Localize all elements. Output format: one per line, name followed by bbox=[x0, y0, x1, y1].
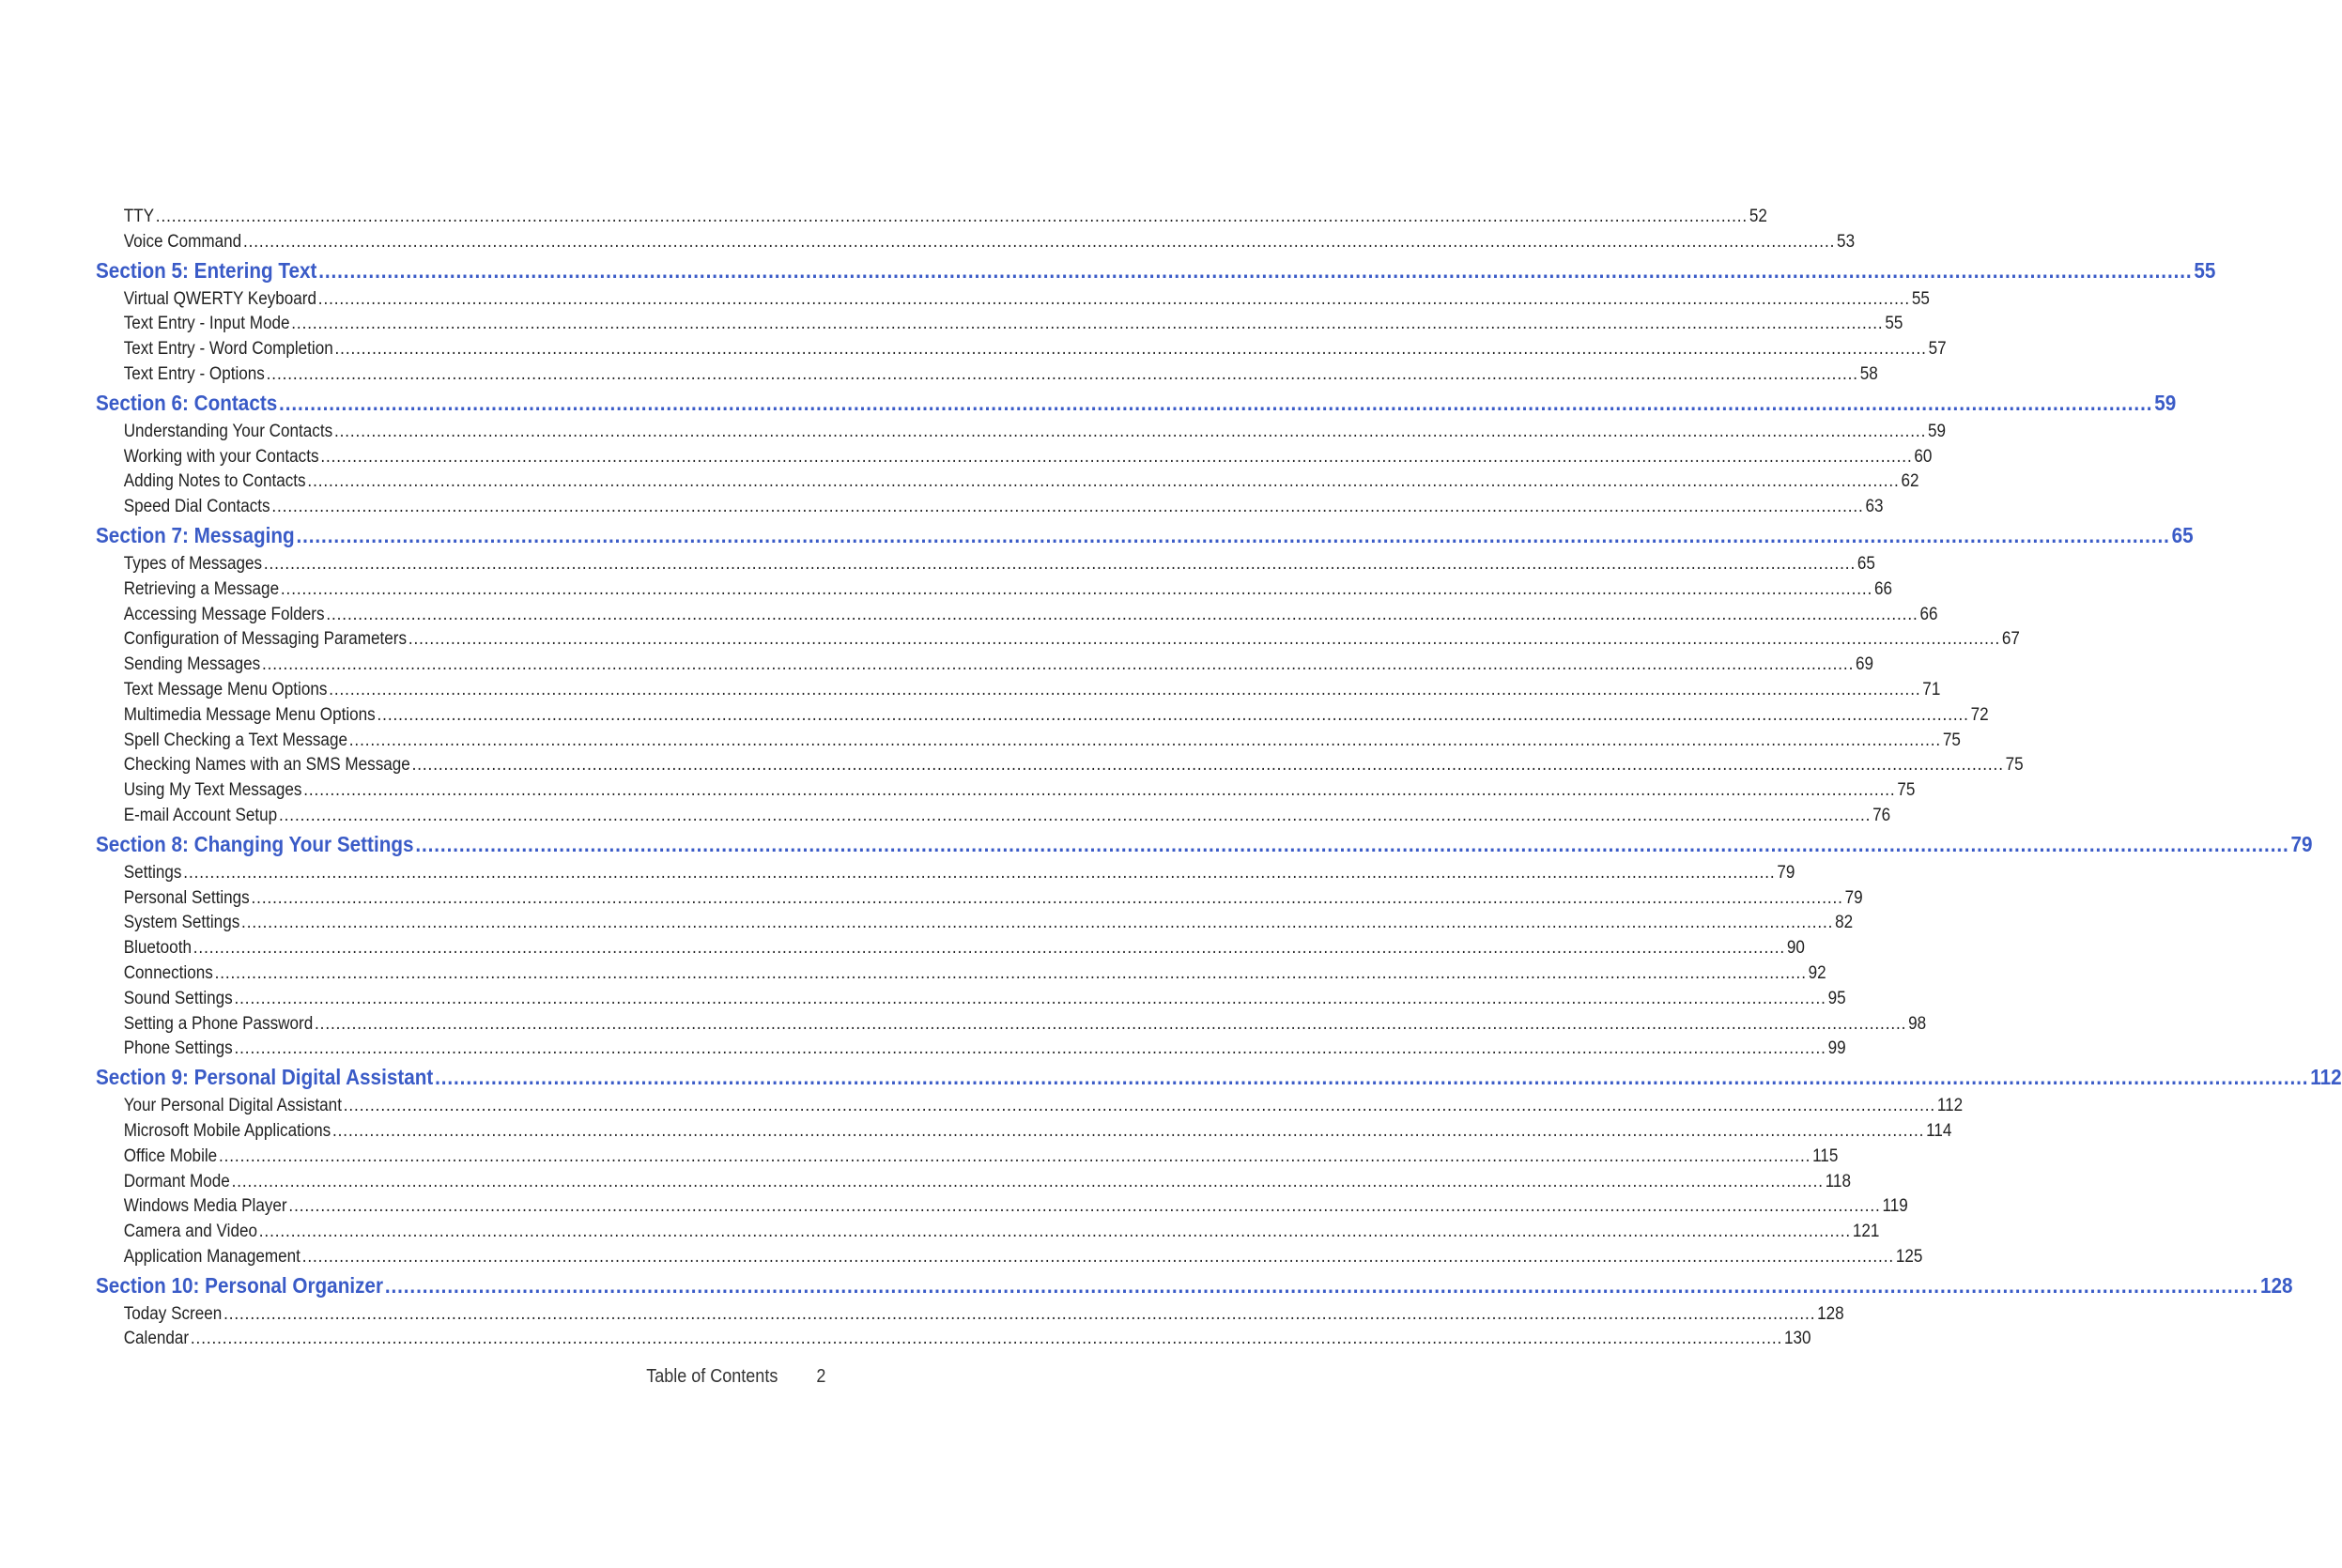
page-number: 69 bbox=[1856, 654, 1874, 675]
page-number: 66 bbox=[1873, 578, 1893, 599]
toc-entry-row[interactable] bbox=[96, 205, 1767, 230]
page-number: 65 bbox=[2171, 522, 2194, 547]
entry-title: Microsoft Mobile Applications bbox=[123, 1120, 331, 1141]
entry-title: Personal Settings bbox=[123, 887, 250, 908]
toc-entry-row[interactable] bbox=[96, 753, 2024, 778]
page-number: 53 bbox=[1837, 231, 1856, 252]
section-title: Section 7: Messaging bbox=[96, 522, 295, 547]
page-number: 55 bbox=[1911, 288, 1930, 309]
toc-entry-row[interactable] bbox=[96, 552, 1875, 577]
entry-title: Text Entry - Word Completion bbox=[123, 339, 333, 360]
section-title: Section 5: Entering Text bbox=[96, 257, 317, 283]
entry-title: Today Screen bbox=[123, 1303, 223, 1324]
dot-leader: ............................................................................................................................................................................................................................................................................................................ bbox=[279, 390, 2153, 415]
entry-title: Voice Command bbox=[123, 231, 242, 252]
page-footer bbox=[646, 1366, 825, 1388]
entry-title: Camera and Video bbox=[123, 1222, 257, 1242]
toc-entry-row[interactable] bbox=[96, 603, 1938, 628]
entry-title: Application Management bbox=[123, 1246, 300, 1267]
page-number: 125 bbox=[1895, 1246, 1923, 1267]
toc-section-row[interactable] bbox=[96, 388, 2177, 418]
page-number: 112 bbox=[2310, 1065, 2342, 1090]
toc-entry-row[interactable] bbox=[96, 936, 1805, 961]
entry-title: Retrieving a Message bbox=[123, 578, 280, 599]
dot-leader: ............................................................................................................................................................................................................................................................................................................ bbox=[251, 887, 1843, 908]
page-number: 76 bbox=[1872, 805, 1891, 825]
entry-title: E-mail Account Setup bbox=[123, 805, 278, 825]
entry-title: Sending Messages bbox=[123, 654, 261, 675]
page-number: 79 bbox=[2290, 831, 2313, 856]
dot-leader: ............................................................................................................................................................................................................................................................................................................ bbox=[183, 862, 1776, 883]
dot-leader: ............................................................................................................................................................................................................................................................................................................ bbox=[301, 1246, 1895, 1267]
toc-section-row[interactable] bbox=[96, 1270, 2293, 1300]
toc-section-row[interactable] bbox=[96, 255, 2216, 285]
dot-leader: ............................................................................................................................................................................................................................................................................................................ bbox=[318, 257, 2193, 283]
entry-title: Working with your Contacts bbox=[123, 446, 319, 467]
footer-page-number: 2 bbox=[815, 1366, 825, 1387]
entry-title: Sound Settings bbox=[123, 988, 233, 1008]
entry-title: TTY bbox=[123, 207, 155, 226]
toc-entry-row[interactable] bbox=[96, 911, 1854, 936]
section-title: Section 6: Contacts bbox=[96, 390, 278, 415]
entry-title: Types of Messages bbox=[123, 553, 263, 574]
toc-section-row[interactable] bbox=[96, 829, 2313, 859]
page-number: 59 bbox=[1928, 421, 1947, 441]
dot-leader: ............................................................................................................................................................................................................................................................................................................ bbox=[329, 679, 1921, 699]
entry-title: Configuration of Messaging Parameters bbox=[123, 629, 408, 650]
dot-leader: ............................................................................................................................................................................................................................................................................................................ bbox=[288, 1196, 1881, 1217]
page-number: 82 bbox=[1835, 913, 1854, 933]
toc-entry-row[interactable] bbox=[96, 312, 1903, 337]
dot-leader: ............................................................................................................................................................................................................................................................................................................ bbox=[218, 1145, 1811, 1166]
toc-entry-row[interactable] bbox=[96, 1220, 1880, 1245]
toc-entry-row[interactable] bbox=[96, 729, 1961, 754]
toc-entry-row[interactable] bbox=[96, 1245, 1923, 1270]
entry-title: Spell Checking a Text Message bbox=[123, 730, 347, 750]
page-number: 71 bbox=[1922, 679, 1941, 699]
dot-leader: ............................................................................................................................................................................................................................................................................................................ bbox=[296, 522, 2170, 547]
page-number: 99 bbox=[1827, 1038, 1846, 1059]
toc-entry-row[interactable] bbox=[96, 337, 1947, 362]
entry-title: Accessing Message Folders bbox=[123, 604, 325, 624]
entry-title: Your Personal Digital Assistant bbox=[123, 1096, 342, 1116]
page-number: 118 bbox=[1825, 1171, 1851, 1191]
toc-entry-row[interactable] bbox=[96, 703, 1989, 729]
page-number: 98 bbox=[1908, 1013, 1927, 1034]
entry-title: Adding Notes to Contacts bbox=[123, 471, 306, 492]
entry-title: Windows Media Player bbox=[123, 1196, 287, 1217]
dot-leader: ............................................................................................................................................................................................................................................................................................................ bbox=[334, 339, 1927, 360]
page-number: 55 bbox=[1885, 314, 1903, 334]
toc-entry-row[interactable] bbox=[96, 577, 1893, 603]
dot-leader: ............................................................................................................................................................................................................................................................................................................ bbox=[326, 604, 1918, 624]
dot-leader: ............................................................................................................................................................................................................................................................................................................ bbox=[280, 578, 1873, 599]
dot-leader: ............................................................................................................................................................................................................................................................................................................ bbox=[155, 207, 1749, 226]
entry-title: Phone Settings bbox=[123, 1038, 233, 1059]
page-number: 92 bbox=[1808, 962, 1826, 983]
page-number: 75 bbox=[1942, 730, 1961, 750]
toc-entry-row[interactable] bbox=[96, 1194, 1908, 1220]
entry-title: Calendar bbox=[123, 1329, 190, 1349]
entry-title: Understanding Your Contacts bbox=[123, 421, 333, 441]
entry-title: Setting a Phone Password bbox=[123, 1013, 314, 1034]
dot-leader: ............................................................................................................................................................................................................................................................................................................ bbox=[435, 1065, 2309, 1090]
dot-leader: ............................................................................................................................................................................................................................................................................................................ bbox=[271, 497, 1864, 517]
dot-leader: ............................................................................................................................................................................................................................................................................................................ bbox=[231, 1171, 1824, 1191]
entry-title: System Settings bbox=[123, 913, 240, 933]
toc-entry-row[interactable] bbox=[96, 961, 1826, 987]
entry-title: Bluetooth bbox=[123, 938, 192, 959]
dot-leader: ............................................................................................................................................................................................................................................................................................................ bbox=[384, 1272, 2259, 1298]
footer-label: Table of Contents bbox=[645, 1366, 778, 1387]
toc-entry-row[interactable] bbox=[96, 886, 1863, 912]
page-number: 79 bbox=[1777, 862, 1795, 883]
toc-entry-row[interactable] bbox=[96, 778, 1916, 804]
page-number: 121 bbox=[1852, 1222, 1880, 1242]
page-number: 112 bbox=[1936, 1096, 1964, 1116]
page-number: 57 bbox=[1928, 339, 1947, 360]
dot-leader: ............................................................................................................................................................................................................................................................................................................ bbox=[261, 654, 1855, 675]
page-number: 119 bbox=[1882, 1196, 1908, 1217]
toc-entry-row[interactable] bbox=[96, 420, 1947, 445]
toc-entry-row[interactable] bbox=[96, 445, 1933, 470]
dot-leader: ............................................................................................................................................................................................................................................................................................................ bbox=[193, 938, 1786, 959]
toc-entry-row[interactable] bbox=[96, 804, 1891, 829]
page-number: 79 bbox=[1844, 887, 1863, 908]
dot-leader: ............................................................................................................................................................................................................................................................................................................ bbox=[214, 962, 1807, 983]
toc-entry-row[interactable] bbox=[96, 1094, 1964, 1119]
dot-leader: ............................................................................................................................................................................................................................................................................................................ bbox=[234, 988, 1826, 1008]
entry-title: Settings bbox=[123, 862, 182, 883]
dot-leader: ............................................................................................................................................................................................................................................................................................................ bbox=[278, 805, 1872, 825]
dot-leader: ............................................................................................................................................................................................................................................................................................................ bbox=[415, 831, 2289, 856]
entry-title: Dormant Mode bbox=[123, 1171, 230, 1191]
page-number: 60 bbox=[1914, 446, 1933, 467]
entry-title: Office Mobile bbox=[123, 1145, 218, 1166]
page-number: 75 bbox=[2005, 755, 2024, 776]
page-number: 72 bbox=[1970, 704, 1989, 725]
page-number: 58 bbox=[1859, 363, 1878, 384]
dot-leader: ............................................................................................................................................................................................................................................................................................................ bbox=[317, 288, 1911, 309]
entry-title: Multimedia Message Menu Options bbox=[123, 704, 376, 725]
page-number: 75 bbox=[1897, 780, 1916, 801]
toc-entry-row[interactable] bbox=[96, 230, 1856, 255]
dot-leader: ............................................................................................................................................................................................................................................................................................................ bbox=[258, 1222, 1852, 1242]
dot-leader: ............................................................................................................................................................................................................................................................................................................ bbox=[377, 704, 1969, 725]
dot-leader: ............................................................................................................................................................................................................................................................................................................ bbox=[291, 314, 1884, 334]
entry-title: Using My Text Messages bbox=[123, 780, 302, 801]
dot-leader: ............................................................................................................................................................................................................................................................................................................ bbox=[315, 1013, 1907, 1034]
dot-leader: ............................................................................................................................................................................................................................................................................................................ bbox=[241, 913, 1834, 933]
entry-title: Text Entry - Options bbox=[123, 363, 265, 384]
entry-title: Connections bbox=[123, 962, 213, 983]
entry-title: Text Message Menu Options bbox=[123, 679, 328, 699]
page-number: 115 bbox=[1812, 1145, 1839, 1166]
section-title: Section 9: Personal Digital Assistant bbox=[96, 1065, 434, 1090]
section-title: Section 8: Changing Your Settings bbox=[96, 831, 414, 856]
dot-leader: ............................................................................................................................................................................................................................................................................................................ bbox=[333, 421, 1927, 441]
toc-entry-row[interactable] bbox=[96, 1119, 1952, 1145]
toc-entry-row[interactable] bbox=[96, 1327, 1811, 1352]
table-of-contents bbox=[96, 205, 2342, 1352]
page-number: 114 bbox=[1926, 1120, 1952, 1141]
section-title: Section 10: Personal Organizer bbox=[96, 1272, 384, 1298]
dot-leader: ............................................................................................................................................................................................................................................................................................................ bbox=[320, 446, 1913, 467]
page-number: 59 bbox=[2154, 390, 2177, 415]
page-number: 55 bbox=[2194, 257, 2216, 283]
dot-leader: ............................................................................................................................................................................................................................................................................................................ bbox=[263, 553, 1857, 574]
dot-leader: ............................................................................................................................................................................................................................................................................................................ bbox=[190, 1329, 1783, 1349]
dot-leader: ............................................................................................................................................................................................................................................................................................................ bbox=[408, 629, 2001, 650]
dot-leader: ............................................................................................................................................................................................................................................................................................................ bbox=[411, 755, 2004, 776]
page-number: 128 bbox=[2259, 1272, 2293, 1298]
page-number: 128 bbox=[1817, 1303, 1844, 1324]
dot-leader: ............................................................................................................................................................................................................................................................................................................ bbox=[348, 730, 1942, 750]
dot-leader: ............................................................................................................................................................................................................................................................................................................ bbox=[343, 1096, 1936, 1116]
toc-entry-row[interactable] bbox=[96, 495, 1884, 520]
toc-entry-row[interactable] bbox=[96, 627, 2020, 653]
toc-entry-row[interactable] bbox=[96, 1170, 1851, 1195]
entry-title: Virtual QWERTY Keyboard bbox=[123, 288, 316, 309]
toc-entry-row[interactable] bbox=[96, 987, 1846, 1012]
toc-entry-row[interactable] bbox=[96, 1302, 1844, 1328]
page-number: 63 bbox=[1865, 497, 1884, 517]
toc-entry-row[interactable] bbox=[96, 678, 1941, 703]
page-number: 52 bbox=[1749, 207, 1767, 226]
dot-leader: ............................................................................................................................................................................................................................................................................................................ bbox=[303, 780, 1896, 801]
entry-title: Checking Names with an SMS Message bbox=[123, 755, 410, 776]
toc-entry-row[interactable] bbox=[96, 469, 1919, 495]
page-number: 62 bbox=[1901, 471, 1919, 492]
dot-leader: ............................................................................................................................................................................................................................................................................................................ bbox=[307, 471, 1900, 492]
toc-section-row[interactable] bbox=[96, 520, 2194, 550]
page-number: 67 bbox=[2001, 629, 2020, 650]
toc-entry-row[interactable] bbox=[96, 1037, 1846, 1062]
toc-entry-row[interactable] bbox=[96, 861, 1795, 886]
page-number: 65 bbox=[1857, 553, 1875, 574]
dot-leader: ............................................................................................................................................................................................................................................................................................................ bbox=[266, 363, 1858, 384]
dot-leader: ............................................................................................................................................................................................................................................................................................................ bbox=[332, 1120, 1925, 1141]
toc-section-row[interactable] bbox=[96, 1062, 2342, 1092]
dot-leader: ............................................................................................................................................................................................................................................................................................................ bbox=[242, 231, 1836, 252]
page-number: 130 bbox=[1783, 1329, 1811, 1349]
toc-entry-row[interactable] bbox=[96, 287, 1930, 313]
page-number: 66 bbox=[1919, 604, 1938, 624]
toc-entry-row[interactable] bbox=[96, 1145, 1839, 1170]
dot-leader: ............................................................................................................................................................................................................................................................................................................ bbox=[223, 1303, 1816, 1324]
toc-entry-row[interactable] bbox=[96, 1012, 1927, 1038]
entry-title: Speed Dial Contacts bbox=[123, 497, 270, 517]
dot-leader: ............................................................................................................................................................................................................................................................................................................ bbox=[234, 1038, 1826, 1059]
page-number: 95 bbox=[1827, 988, 1846, 1008]
page-number: 90 bbox=[1786, 938, 1805, 959]
entry-title: Text Entry - Input Mode bbox=[123, 314, 290, 334]
toc-entry-row[interactable] bbox=[96, 362, 1878, 388]
toc-entry-row[interactable] bbox=[96, 653, 1874, 678]
